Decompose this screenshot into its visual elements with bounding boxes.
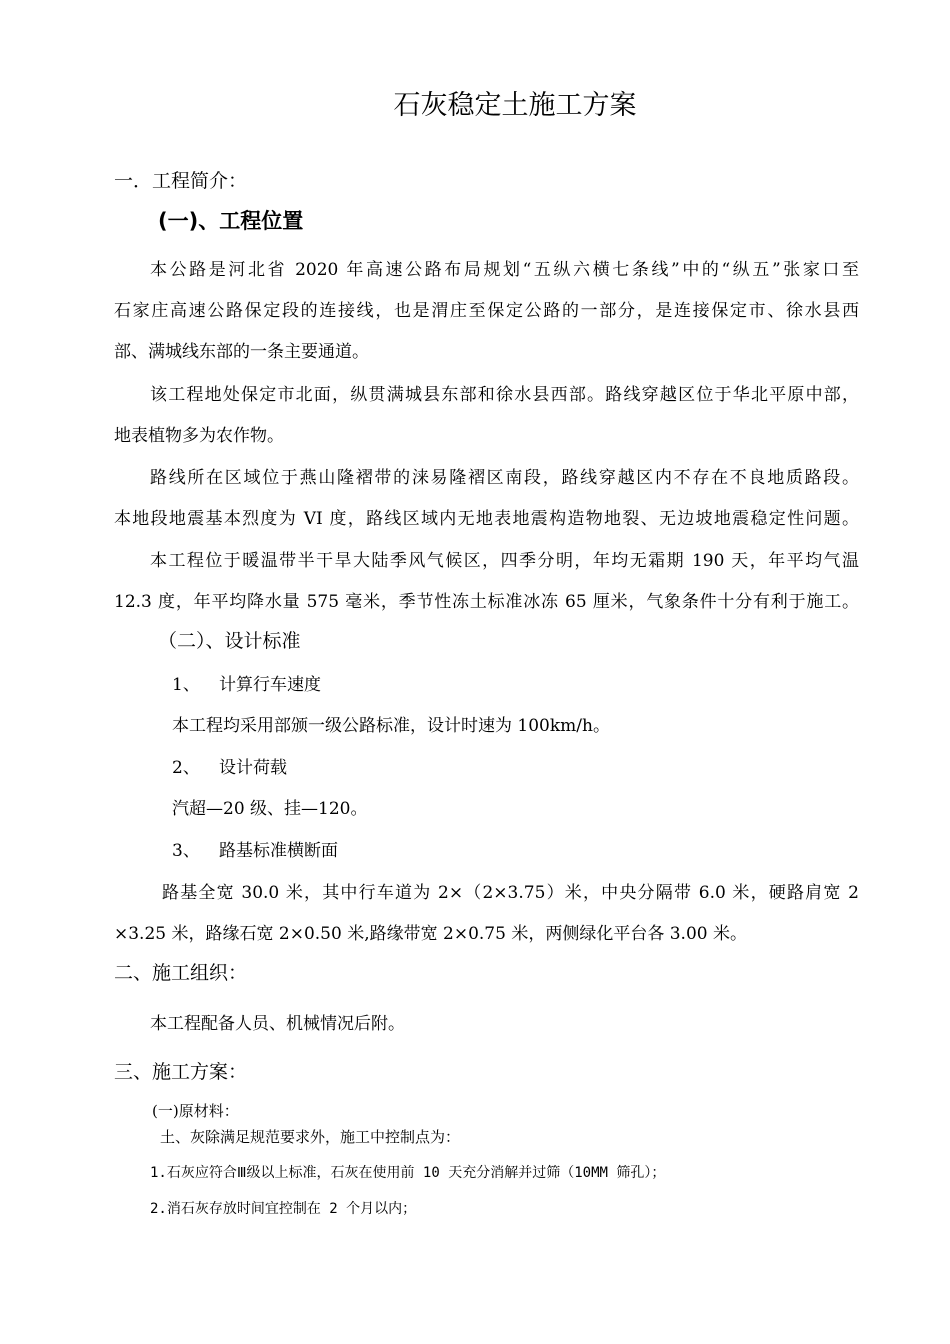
section-3-heading: 三、施工方案： — [114, 1061, 248, 1083]
paragraph-line: 路基全宽 30.0 米，其中行车道为 2×（2×3.75）米，中央分隔带 6.0 米，硬路肩宽 2 — [162, 883, 859, 903]
paragraph-line: 路线所在区域位于燕山隆褶带的涞易隆褶区南段，路线穿越区内不存在不良地质路段。 — [150, 468, 859, 488]
item-number: 3、 — [172, 841, 200, 861]
document-title: 石灰稳定土施工方案 — [393, 90, 637, 121]
section-1-heading: 一．工程简介： — [114, 170, 248, 192]
paragraph-line: ×3.25 米，路缘石宽 2×0.50 米,路缘带宽 2×0.75 米，两侧绿化平台各 3.00 米。 — [114, 924, 747, 944]
section-1-2-heading: （二）、设计标准 — [158, 630, 301, 652]
design-item-2-text: 汽超—20 级、挂—120。 — [172, 799, 368, 819]
section-2-heading: 二、施工组织： — [114, 962, 248, 984]
design-item-1-text: 本工程均采用部颁一级公路标准，设计时速为 100km/h。 — [172, 716, 610, 736]
item-label: 设计荷载 — [219, 758, 287, 778]
section-1-1-heading: (一)、工程位置 — [158, 209, 304, 233]
paragraph-line: 石家庄高速公路保定段的连接线，也是渭庄至保定公路的一部分，是连接保定市、徐水县西 — [114, 301, 859, 321]
item-number: 2、 — [172, 758, 200, 778]
section-3-1-heading: (一)原材料： — [152, 1102, 239, 1120]
paragraph-line: 地表植物多为农作物。 — [114, 426, 284, 446]
paragraph-line: 本工程位于暖温带半干旱大陆季风气候区，四季分明，年均无霜期 190 天，年平均气温 — [150, 551, 859, 571]
section-3-intro: 土、灰除满足规范要求外，施工中控制点为： — [160, 1128, 461, 1146]
paragraph-line: 本公路是河北省 2020 年高速公路布局规划“五纵六横七条线”中的“纵五”张家口至 — [150, 260, 859, 280]
section-2-text: 本工程配备人员、机械情况后附。 — [150, 1014, 405, 1034]
paragraph-line: 本地段地震基本烈度为 VI 度，路线区域内无地表地震构造物地裂、无边坡地震稳定性问题。 — [114, 509, 859, 529]
item-number: 1、 — [172, 675, 200, 695]
list-item: 2.消石灰存放时间宜控制在 2 个月以内； — [150, 1201, 417, 1217]
paragraph-line: 12.3 度，年平均降水量 575 毫米，季节性冻土标准冰冻 65 厘米，气象条件十分有利于施工。 — [114, 592, 859, 612]
item-label: 计算行车速度 — [219, 675, 321, 695]
design-item-3 — [172, 843, 338, 860]
paragraph-line: 部、满城线东部的一条主要通道。 — [114, 342, 369, 362]
design-item-2 — [172, 760, 287, 777]
item-label: 路基标准横断面 — [219, 841, 338, 861]
list-item: 1.石灰应符合Ⅲ级以上标准，石灰在使用前 10 天充分消解并过筛（10MM 筛孔）； — [150, 1165, 666, 1181]
design-item-1 — [172, 677, 321, 694]
paragraph-line: 该工程地处保定市北面，纵贯满城县东部和徐水县西部。路线穿越区位于华北平原中部， — [150, 385, 859, 405]
